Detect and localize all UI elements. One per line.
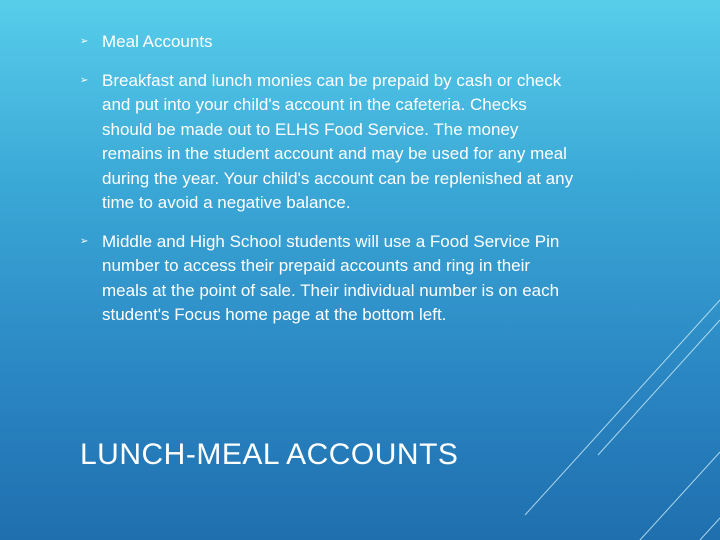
- bullet-text: Middle and High School students will use a Food Service Pin number to access their prepaid accounts and ring in their meals at the point of sale. Their individual number is on each student's Focus home page at the bottom left.: [102, 231, 560, 324]
- bullet-item-meal-accounts: [80, 30, 580, 55]
- arrow-bullet-icon: ➢: [80, 235, 89, 247]
- bullet-item-pin-number: [80, 230, 580, 328]
- bullet-text: Meal Accounts: [102, 32, 213, 51]
- bullet-list: [80, 30, 580, 342]
- bullet-text: Breakfast and lunch monies can be prepaid by cash or check and put into your child's account in the cafeteria. Checks should be made out to ELHS Food Service. The money remains in the student account and may be used for any meal during the year. Your child's account can be replenished at any time to avoid a negative balance.: [102, 70, 574, 212]
- bullet-item-prepay: [80, 69, 580, 216]
- arrow-bullet-icon: ➢: [80, 36, 89, 47]
- decor-line-2: [598, 320, 720, 455]
- decor-line-3: [640, 452, 720, 540]
- slide-title: LUNCH-MEAL ACCOUNTS: [80, 438, 459, 471]
- arrow-bullet-icon: ➢: [80, 74, 89, 86]
- decor-line-4: [700, 518, 720, 540]
